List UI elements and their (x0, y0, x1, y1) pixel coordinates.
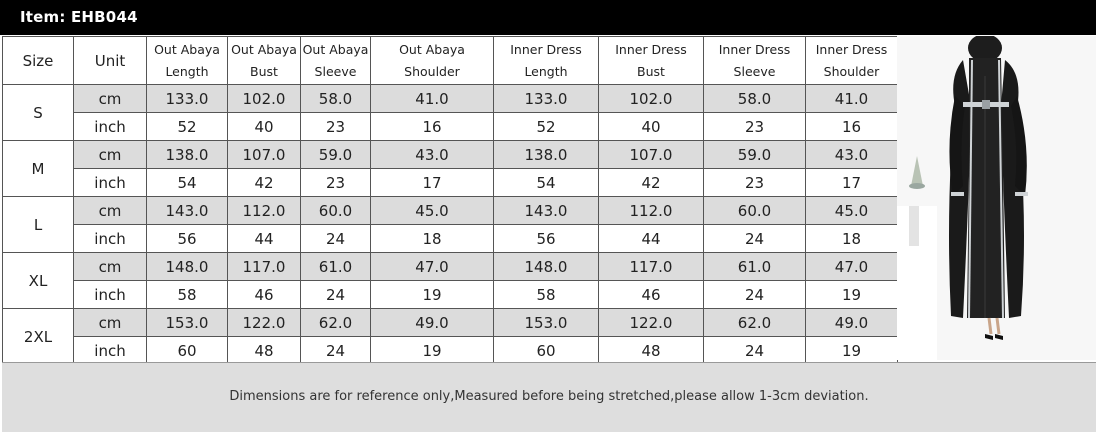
measurement-cell: 18 (806, 225, 898, 253)
column-header (228, 37, 301, 85)
item-header-bar (0, 0, 1096, 35)
model-photo (897, 36, 1096, 360)
unit-cell: inch (74, 281, 147, 309)
measurement-cell: 44 (228, 225, 301, 253)
measurement-cell: 23 (301, 113, 371, 141)
measurement-cell: 42 (599, 169, 704, 197)
measurement-cell: 133.0 (147, 85, 228, 113)
table-row (3, 281, 898, 309)
measurement-cell: 49.0 (806, 309, 898, 337)
measurement-cell: 62.0 (704, 309, 806, 337)
measurement-cell: 19 (371, 337, 494, 365)
measurement-cell: 48 (228, 337, 301, 365)
measurement-cell: 138.0 (494, 141, 599, 169)
table-row (3, 113, 898, 141)
measurement-cell: 122.0 (599, 309, 704, 337)
measurement-cell: 58.0 (704, 85, 806, 113)
measurement-cell: 153.0 (147, 309, 228, 337)
column-header (147, 37, 228, 85)
measurement-cell: 52 (147, 113, 228, 141)
measurement-cell: 107.0 (599, 141, 704, 169)
table-row (3, 169, 898, 197)
size-label: 2XL (3, 309, 74, 365)
measurement-cell: 58.0 (301, 85, 371, 113)
measurement-cell: 54 (147, 169, 228, 197)
unit-cell: cm (74, 85, 147, 113)
measurement-cell: 17 (371, 169, 494, 197)
measurement-cell: 112.0 (228, 197, 301, 225)
measurement-cell: 143.0 (147, 197, 228, 225)
column-header-line2: Length (524, 63, 568, 79)
column-header (704, 37, 806, 85)
measurement-cell: 19 (806, 337, 898, 365)
size-label: S (3, 85, 74, 141)
measurement-cell: 46 (228, 281, 301, 309)
measurement-cell: 122.0 (228, 309, 301, 337)
unit-cell: cm (74, 197, 147, 225)
measurement-cell: 43.0 (371, 141, 494, 169)
column-header-line2: Length (165, 63, 209, 79)
measurement-cell: 54 (494, 169, 599, 197)
measurement-cell: 58 (147, 281, 228, 309)
column-header (599, 37, 704, 85)
measurement-cell: 49.0 (371, 309, 494, 337)
column-header-line1: Out Abaya (302, 41, 369, 57)
measurement-cell: 117.0 (228, 253, 301, 281)
measurement-cell: 24 (301, 337, 371, 365)
measurement-cell: 47.0 (371, 253, 494, 281)
measurement-cell: 47.0 (806, 253, 898, 281)
table-row (3, 309, 898, 337)
model-photo-icon (897, 36, 1096, 360)
measurement-cell: 40 (599, 113, 704, 141)
measurement-cell: 46 (599, 281, 704, 309)
measurement-cell: 102.0 (599, 85, 704, 113)
measurement-cell: 148.0 (494, 253, 599, 281)
unit-cell: cm (74, 309, 147, 337)
measurement-cell: 16 (371, 113, 494, 141)
column-header-line1: Out Abaya (399, 41, 465, 57)
unit-header: Unit (74, 37, 147, 85)
measurement-cell: 61.0 (301, 253, 371, 281)
measurement-cell: 41.0 (806, 85, 898, 113)
column-header-line2: Sleeve (733, 63, 776, 79)
item-title: Item: EHB044 (20, 8, 138, 26)
measurement-cell: 24 (704, 337, 806, 365)
size-header: Size (3, 37, 74, 85)
column-header-line1: Out Abaya (231, 41, 297, 57)
measurement-cell: 56 (494, 225, 599, 253)
column-header (301, 37, 371, 85)
measurement-cell: 24 (704, 225, 806, 253)
size-table (2, 36, 898, 365)
column-header (371, 37, 494, 85)
measurement-cell: 58 (494, 281, 599, 309)
measurement-cell: 107.0 (228, 141, 301, 169)
size-table-body (3, 85, 898, 365)
column-header-line1: Inner Dress (815, 41, 888, 57)
measurement-cell: 24 (704, 281, 806, 309)
column-header-line2: Bust (250, 63, 278, 79)
measurement-cell: 138.0 (147, 141, 228, 169)
measurement-cell: 102.0 (228, 85, 301, 113)
column-header-line1: Out Abaya (154, 41, 220, 57)
measurement-cell: 45.0 (371, 197, 494, 225)
measurement-cell: 48 (599, 337, 704, 365)
measurement-cell: 153.0 (494, 309, 599, 337)
footer-note-bar (2, 362, 1096, 432)
column-header (806, 37, 898, 85)
measurement-cell: 43.0 (806, 141, 898, 169)
measurement-cell: 42 (228, 169, 301, 197)
measurement-cell: 133.0 (494, 85, 599, 113)
measurement-cell: 60 (147, 337, 228, 365)
column-header-line1: Inner Dress (718, 41, 791, 57)
table-row (3, 253, 898, 281)
measurement-cell: 40 (228, 113, 301, 141)
column-header-line2: Shoulder (404, 63, 460, 79)
measurement-cell: 19 (806, 281, 898, 309)
column-header (494, 37, 599, 85)
measurement-cell: 18 (371, 225, 494, 253)
measurement-cell: 19 (371, 281, 494, 309)
size-label: XL (3, 253, 74, 309)
measurement-cell: 60.0 (301, 197, 371, 225)
column-header-line1: Inner Dress (615, 41, 687, 57)
table-row (3, 337, 898, 365)
header-row (3, 37, 898, 85)
measurement-cell: 62.0 (301, 309, 371, 337)
measurement-cell: 23 (704, 113, 806, 141)
measurement-cell: 61.0 (704, 253, 806, 281)
measurement-cell: 24 (301, 225, 371, 253)
unit-cell: cm (74, 253, 147, 281)
measurement-cell: 59.0 (301, 141, 371, 169)
measurement-cell: 112.0 (599, 197, 704, 225)
table-row (3, 85, 898, 113)
measurement-cell: 44 (599, 225, 704, 253)
size-label: L (3, 197, 74, 253)
column-header-line2: Bust (637, 63, 665, 79)
footer-note: Dimensions are for reference only,Measured before being stretched,please allow 1-3cm deviation. (229, 389, 869, 404)
measurement-cell: 117.0 (599, 253, 704, 281)
measurement-cell: 60 (494, 337, 599, 365)
measurement-cell: 24 (301, 281, 371, 309)
measurement-cell: 52 (494, 113, 599, 141)
column-header-line2: Shoulder (823, 63, 880, 79)
measurement-cell: 56 (147, 225, 228, 253)
unit-cell: inch (74, 225, 147, 253)
measurement-cell: 60.0 (704, 197, 806, 225)
unit-cell: inch (74, 113, 147, 141)
measurement-cell: 143.0 (494, 197, 599, 225)
table-row (3, 225, 898, 253)
table-row (3, 197, 898, 225)
size-label: M (3, 141, 74, 197)
measurement-cell: 23 (704, 169, 806, 197)
measurement-cell: 23 (301, 169, 371, 197)
column-header-line2: Sleeve (314, 63, 357, 79)
measurement-cell: 16 (806, 113, 898, 141)
measurement-cell: 17 (806, 169, 898, 197)
table-row (3, 141, 898, 169)
measurement-cell: 41.0 (371, 85, 494, 113)
column-header-line1: Inner Dress (510, 41, 582, 57)
unit-cell: cm (74, 141, 147, 169)
measurement-cell: 45.0 (806, 197, 898, 225)
measurement-cell: 59.0 (704, 141, 806, 169)
unit-cell: inch (74, 169, 147, 197)
measurement-cell: 148.0 (147, 253, 228, 281)
unit-cell: inch (74, 337, 147, 365)
